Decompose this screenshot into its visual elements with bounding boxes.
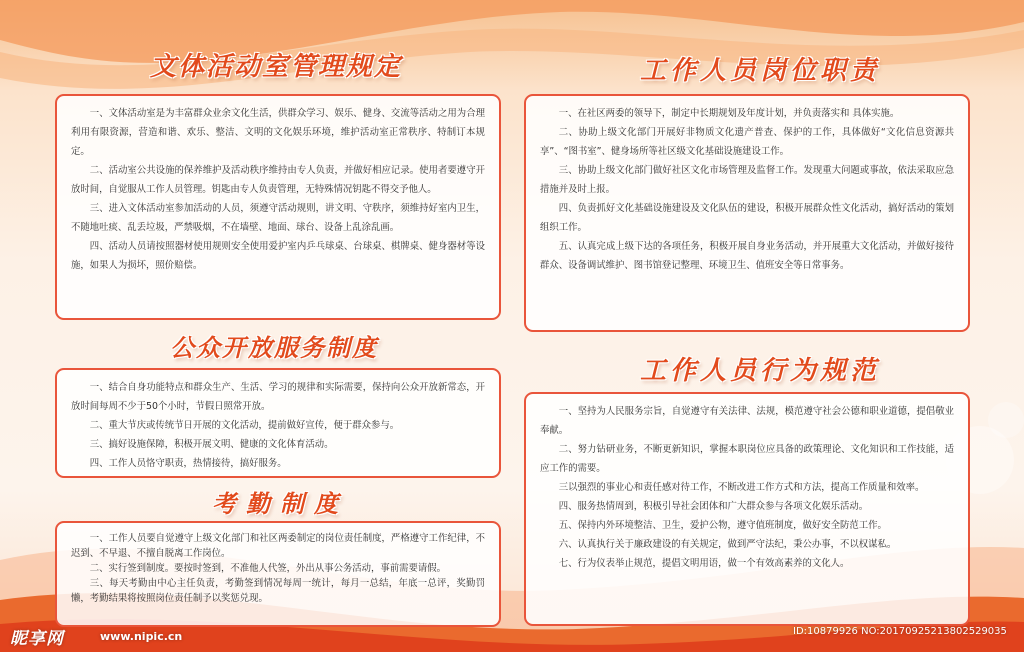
activity-room-title: 文体活动室管理规定 (150, 52, 403, 82)
attendance-rule-1: 一、工作人员要自觉遵守上级文化部门和社区两委制定的岗位责任制度，严格遵守工作纪律，不迟到、不早退、不擅自脱离工作岗位。 (71, 533, 485, 559)
duties-item-3: 三、协助上级文化部门做好社区文化市场管理及监督工作。发现重大问题或事故，依法采取应急措施并及时上报。 (540, 165, 954, 195)
attendance-rule-3: 三、每天考勤由中心主任负责，考勤签到情况每周一统计，每月一总结，年底一总评，奖勤罚懒，考勤结果将按照岗位责任制予以奖惩兑现。 (71, 578, 485, 604)
conduct-item-4: 四、服务热情周到，积极引导社会团体和广大群众参与各项文化娱乐活动。 (558, 501, 869, 512)
conduct-item-2: 二、努力钻研业务，不断更新知识，掌握本职岗位应具备的政策理论、文化知识和工作技能，适应工作的需要。 (540, 444, 954, 474)
duties-box (524, 94, 970, 332)
conduct-item-5: 五、保持内外环境整洁、卫生，爱护公物，遵守值班制度，做好安全防范工作。 (558, 520, 887, 531)
activity-room-rule-1: 一、文体活动室是为丰富群众业余文化生活，供群众学习、娱乐、健身、交流等活动之用为合理利用有限资源，营造和谐、欢乐、整洁、文明的文化娱乐环境，维护活动室正常秩序、特制订本规定。 (71, 108, 485, 157)
activity-room-rules-box (55, 94, 501, 320)
duties-item-1: 一、在社区两委的领导下，制定中长期规划及年度计划，并负责落实和 具体实施。 (558, 108, 900, 119)
public-service-box (55, 368, 501, 478)
public-service-title: 公众开放服务制度 (170, 333, 378, 362)
conduct-item-1: 一、坚持为人民服务宗旨，自觉遵守有关法律、法规，模范遵守社会公德和职业道德，提倡敬业奉献。 (540, 406, 954, 436)
watermark-brand: 昵享网 (10, 629, 64, 649)
watermark-image-id: ID:10879926 NO:20170925213802529035 (793, 626, 1007, 637)
activity-room-rule-3: 三、进入文体活动室参加活动的人员，须遵守活动规则，讲文明、守秩序，须维持好室内卫生，不随地吐痰、乱丢垃圾，严禁吸烟，不在墙壁、地面、球台、设备上乱涂乱画。 (71, 203, 485, 233)
attendance-title: 考勤制度 (212, 489, 348, 518)
attendance-rule-2: 二、实行签到制度。要按时签到，不准他人代签，外出从事公务活动，事前需要请假。 (89, 563, 447, 574)
conduct-item-3: 三以强烈的事业心和责任感对待工作，不断改进工作方式和方法，提高工作质量和效率。 (558, 482, 925, 493)
duties-item-4: 四、负责抓好文化基础设施建设及文化队伍的建设，积极开展群众性文化活动，搞好活动的策划组织工作。 (540, 203, 954, 233)
duties-item-5: 五、认真完成上级下达的各项任务，积极开展自身业务活动，并开展重大文化活动，并做好接待群众、设备调试维护、图书馆登记整理、环境卫生、值班安全等日常事务。 (540, 241, 954, 271)
public-service-rule-3: 三、搞好设施保障，积极开展文明、健康的文化体育活动。 (89, 439, 334, 450)
public-service-rule-1: 一、结合自身功能特点和群众生产、生活、学习的规律和实际需要，保持向公众开放新常态，开放时间每周不少于50个小时，节假日照常开放。 (71, 382, 485, 412)
duties-item-2: 二、协助上级文化部门开展好非物质文化遗产普查、保护的工作，具体做好“文化信息资源共享”、“图书室”、健身场所等社区级文化基础设施建设工作。 (540, 127, 954, 157)
attendance-box (55, 521, 501, 627)
conduct-item-6: 六、认真执行关于廉政建设的有关规定，做到严守法纪，秉公办事，不以权谋私。 (558, 539, 897, 550)
public-service-rule-2: 二、重大节庆或传统节日开展的文化活动，提前做好宣传，便于群众参与。 (89, 420, 400, 431)
duties-title: 工作人员岗位职责 (640, 56, 881, 86)
conduct-title: 工作人员行为规范 (640, 356, 881, 386)
watermark-site: www.nipic.cn (100, 630, 183, 643)
conduct-item-7: 七、行为仪表举止规范，提倡文明用语，做一个有效高素养的文化人。 (558, 558, 850, 569)
activity-room-rule-4: 四、活动人员请按照器材使用规则安全使用爱护室内乒乓球桌、台球桌、棋牌桌、健身器材等设施，如果人为损坏，照价赔偿。 (71, 241, 485, 271)
public-service-rule-4: 四、工作人员恪守职责，热情接待，搞好服务。 (89, 458, 287, 469)
conduct-box (524, 392, 970, 626)
activity-room-rule-2: 二、活动室公共设施的保养维护及活动秩序维持由专人负责，并做好相应记录。使用者要遵守开放时间，自觉服从工作人员管理。钥匙由专人负责管理，无特殊情况钥匙不得交予他人。 (71, 165, 485, 195)
